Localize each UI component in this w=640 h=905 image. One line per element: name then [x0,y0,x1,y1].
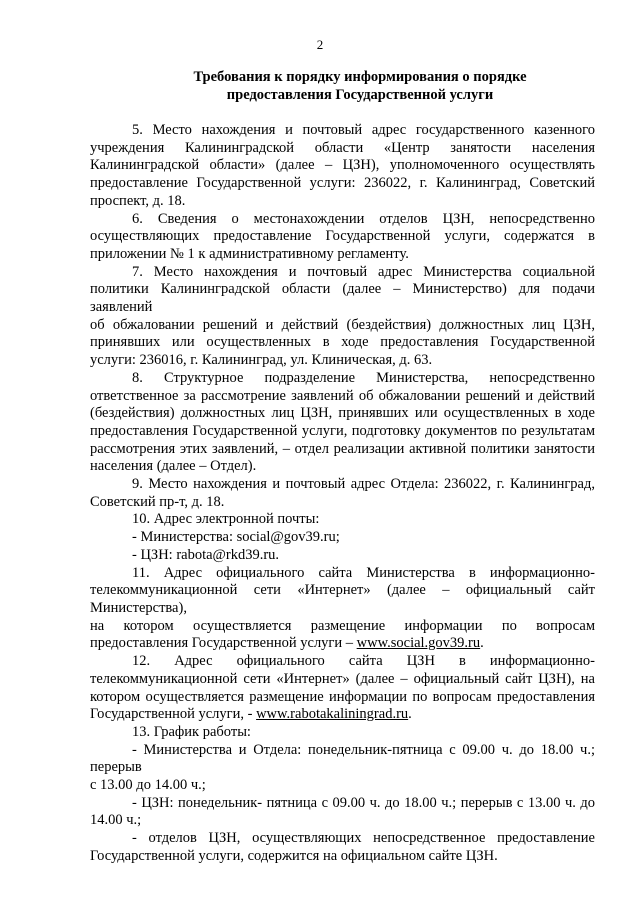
paragraph-11b [90,618,595,653]
email-czn: - ЦЗН: rabota@rkd39.ru. [132,546,280,563]
document-body [90,122,595,866]
paragraph-7a: 7. Место нахождения и почтовый адрес Министерства социальной политики Калининградской области (далее – Министерство) для подачи заявлений [90,263,595,316]
schedule-czn: - ЦЗН: понедельник- пятница с 09.00 ч. до 18.00 ч.; перерыв с 13.00 ч. до 14.00 ч.; [90,794,595,829]
schedule-departments: - отделов ЦЗН, осуществляющих непосредственное предоставление Государственной услуги, содержится на официальном сайте ЦЗН. [90,830,595,864]
email-ministry: - Министерства: social@gov39.ru; [132,529,340,546]
paragraph-12 [90,653,595,724]
paragraph-9: 9. Место нахождения и почтовый адрес Отдела: 236022, г. Калининград, Советский пр-т, д. 18. [90,476,595,510]
page-number: 2 [316,37,324,52]
schedule-ministry-a: - Министерства и Отдела: понедельник-пятница с 09.00 ч. до 18.00 ч.; перерыв [90,741,595,776]
paragraph-10-title: 10. Адрес электронной почты: [132,511,320,528]
paragraph-11a: 11. Адрес официального сайта Министерства в информационно-телекоммуникационной сети «Интернет» (далее – официальный сайт Министерства), [90,564,595,616]
czn-website-link[interactable]: www.rabotakaliningrad.ru [256,706,409,723]
section-heading [150,68,570,104]
schedule-ministry-b: с 13.00 до 14.00 ч.; [90,777,206,794]
paragraph-12-text: 12. Адрес официального сайта ЦЗН в информационно-телекоммуникационной сети «Интернет» (далее – официальный сайт ЦЗН), на котором осуществляется размещение информации по вопросам предоставления Государственной услуги, - [90,653,595,723]
paragraph-5: 5. Место нахождения и почтовый адрес государственного казенного учреждения Калининградской области «Центр занятости населения Калининградской области» (далее – ЦЗН), уполномоченного осуществлять предоставление Государственной услуги: 236022, г. Калининград, Советский проспект, д. 18. [90,122,595,209]
paragraph-8: 8. Структурное подразделение Министерства, непосредственно ответственное за рассмотрение заявлений об обжаловании решений и действий (бездействия) должностных лиц ЦЗН, принявших или осуществленных в ходе предоставления Государственной услуги, подготовку документов по результатам рассмотрения этих заявлений, – отдел реализации активной политики занятости населения (далее – Отдел). [90,369,595,475]
paragraph-11b-text: на котором осуществляется размещение информации по вопросам предоставления Государственной услуги – [90,617,595,652]
section-heading-line-1: Требования к порядку информирования о порядке [193,69,527,85]
paragraph-6: 6. Сведения о местонахождении отделов ЦЗН, непосредственно осуществляющих предоставление Государственной услуги, содержатся в приложении № 1 к административному регламенту. [90,210,595,262]
paragraph-11b-end: . [480,635,484,652]
section-heading-line-2: предоставления Государственной услуги [226,87,494,103]
ministry-website-link[interactable]: www.social.gov39.ru [356,635,481,652]
paragraph-12-end: . [408,706,412,723]
paragraph-7b: об обжаловании решений и действий (бездействия) должностных лиц ЦЗН, принявших или осуществленных в ходе предоставления Государственной услуги: 236016, г. Калининград, ул. Клиническая, д. 63. [90,316,595,369]
paragraph-13-title: 13. График работы: [132,723,251,740]
